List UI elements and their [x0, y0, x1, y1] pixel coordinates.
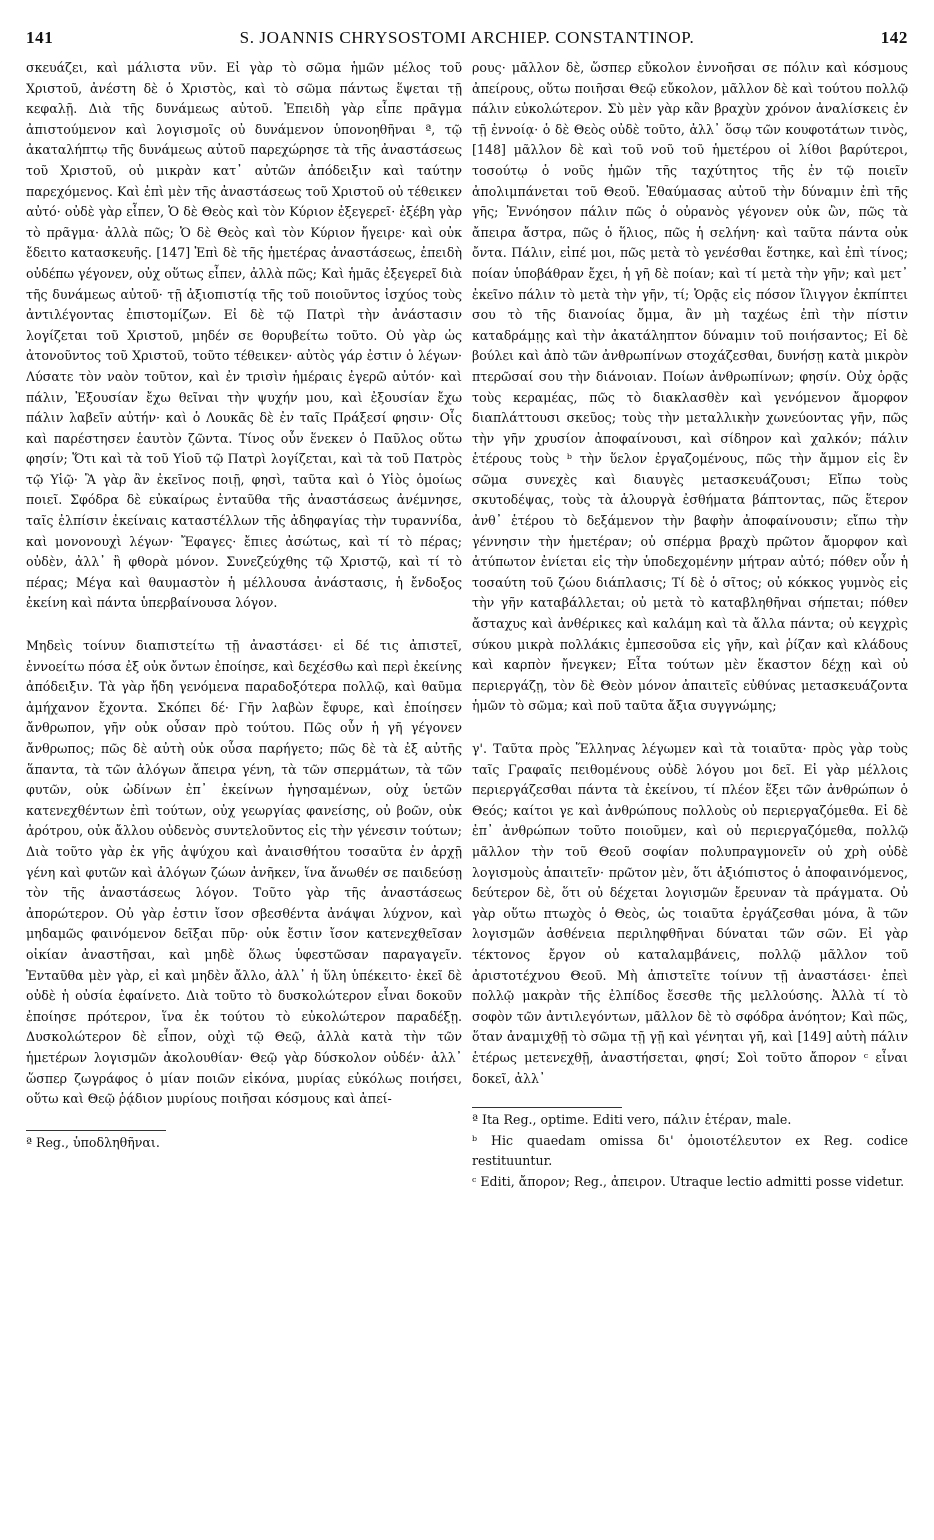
footnote: ª Reg., ὑποδληθῆναι.	[26, 1134, 160, 1150]
footnote: ª Ita Reg., optime. Editi vero, πάλιν ἑτέραν, male.	[472, 1112, 792, 1128]
left-page-number: 141	[26, 28, 54, 47]
text-columns	[26, 58, 908, 1192]
footnote: ᶜ Editi, ἄπορον; Reg., ἀπειρον. Utraque lectio admitti posse videtur.	[472, 1173, 905, 1189]
footnote: ᵇ Hic quaedam omissa δι' ὁμοιοτέλευτον ex Reg. codice restituuntur.	[472, 1132, 908, 1169]
right-page-number: 142	[880, 28, 908, 47]
left-column	[26, 58, 462, 1192]
paragraph: γ'. Ταῦτα πρὸς Ἕλληνας λέγωμεν καὶ τὰ τοιαῦτα· πρὸς γὰρ τοὺς ταῖς Γραφαῖς πειθομένους οὐδὲ λόγου μοι δεῖ. Εἰ γὰρ μέλλοις περιεργάζεσθαι πάντα τὰ ἐκείνου, τί πλέον ἕξει τῶν ἀνθρώπων ὁ Θεός; καίτοι γε καὶ ἀνθρώπους πολλοὺς οὐ περιεργαζόμεθα. Εἰ δὲ ἐπ᾽ ἀνθρώπων τοῦτο ποιοῦμεν, καὶ οὐ περιεργαζόμεθα, πολλῷ μᾶλλον τὴν τοῦ Θεοῦ σοφίαν πολυπραγμονεῖν οὐ χρὴ οὐδὲ λογισμοὺς ἀπαιτεῖν· πρῶτον μὲν, ὅτι ἀξιόπιστος ὁ ἀποφαινόμενος, δεύτερον δὲ, ὅτι οὐ δέχεται λογισμῶν ἔρευναν τὰ πράγματα. Οὐ γὰρ οὕτω πτωχὸς ὁ Θεὸς, ὡς τοιαῦτα ἐργάζεσθαι μόνα, ἃ τῶν λογισμῶν ἀσθένεια περιληφθῆναι δύναται τῶν σῶν. Εἰ γὰρ τέκτονος ἔργον οὐ καταλαμβάνεις, πολλῷ μᾶλλον τοῦ ἀριστοτέχνου Θεοῦ. Μὴ ἀπιστεῖτε τοίνυν τῇ ἀναστάσει· ἐπεὶ πολλῷ μακρὰν τῆς ἐλπίδος ἔσεσθε τῆς μελλούσης. Ἀλλὰ τί τὸ σοφὸν τῶν ἀντιλεγόντων, μᾶλλον δὲ τὸ σφόδρα ἀνόητον; Καὶ πῶς, ὅταν ἀναμιχθῇ τὸ σῶμα τῇ γῇ καὶ γένηται γῆ, καὶ [149] αὐτὴ πάλιν ἑτέρως μετενεχθῇ, ἀναστήσεται, φησί; Σοὶ τοῦτο ἄπορον ᶜ εἶναι δοκεῖ, ἀλλ᾽	[472, 741, 908, 1086]
right-column	[472, 58, 908, 1192]
running-head	[26, 28, 908, 48]
paragraph: Μηδεὶς τοίνυν διαπιστείτω τῇ ἀναστάσει· εἰ δέ τις ἀπιστεῖ, ἐννοείτω πόσα ἐξ οὐκ ὄντων ἐποίησε, καὶ δεχέσθω καὶ περὶ ἐκείνης ἀπόδειξιν. Τὰ γὰρ ἤδη γενόμενα παραδοξότερα πολλῷ, καὶ θαῦμα ἀμήχανον ἔχοντα. Σκόπει δέ· Γῆν λαβὼν ἔφυρε, καὶ ἐποίησεν ἄνθρωπον, γῆν οὐκ οὖσαν πρὸ τούτου. Πῶς οὖν ἡ γῆ γέγονεν ἄνθρωπος; πῶς δὲ αὐτὴ οὐκ οὖσα παρήγετο; πῶς δὲ τὰ ἐξ αὐτῆς ἅπαντα, τὰ τῶν ἀλόγων ἄπειρα γένη, τὰ τῶν σπερμάτων, τὰ τῶν φυτῶν, οὐκ ὠδίνων ἐπ᾽ ἐκείνων ἡγησαμένων, οὐχ ὑετῶν κατενεχθέντων ἐπὶ τούτων, οὐχ γεωργίας φανείσης, οὐ βοῶν, οὐκ ἀρότρου, οὐκ ἄλλου οὐδενὸς συντελοῦντος εἰς τὴν γένεσιν τούτων; Διὰ τοῦτο γὰρ ἐκ γῆς ἀψύχου καὶ ἀναισθήτου τοσαῦτα ἐν ἀρχῇ γένη καὶ φυτῶν καὶ ἀλόγων ζώων ἀνῆκεν, ἵνα ἄνωθέν σε παιδεύσῃ τὸν τῆς ἀναστάσεως λόγον. Τοῦτο γὰρ τῆς ἀναστάσεως ἀπορώτερον. Οὐ γὰρ ἐστιν ἴσον σβεσθέντα ἀνάψαι λύχνον, καὶ μηδαμῶς φαινόμενον δεῖξαι πῦρ· οὐκ ἔστιν ἴσον κατενεχθεῖσαν οἰκίαν ἀναστῆσαι, καὶ μηδὲ ὅλως ὑφεστῶσαν παραγαγεῖν. Ἐνταῦθα μὲν γὰρ, εἰ καὶ μηδὲν ἄλλο, ἀλλ᾽ ἡ ὕλη ὑπέκειτο· ἐκεῖ δὲ οὐδὲ ἡ οὐσία ἐφαίνετο. Διὰ τοῦτο τὸ δυσκολώτερον εἶναι δοκοῦν ἐποίησε πρότερον, ἵνα ἐκ τούτου τὸ εὐκολώτερον παραδέξῃ. Δυσκολώτερον δὲ εἶπον, οὐχὶ τῷ Θεῷ, ἀλλὰ κατὰ τὴν τῶν ἡμετέρων λογισμῶν ἀκολουθίαν· Θεῷ γὰρ δύσκολον οὐδέν· ἀλλ᾽ ὥσπερ ζωγράφος ὁ μίαν ποιῶν εἰκόνα, μυρίας εὐκόλως ποιήσει, οὕτω καὶ Θεῷ ῥᾴδιον μυρίους ποιῆσαι κόσμους καὶ ἀπεί-	[26, 638, 462, 1107]
paragraph: ρους· μᾶλλον δὲ, ὥσπερ εὔκολον ἐννοῆσαι σε πόλιν καὶ κόσμους ἀπείρους, οὕτω ποιῆσαι Θεῷ εὔκολον, μᾶλλον δὲ καὶ τούτου πολλῷ πάλιν εὐκολώτερον. Σὺ μὲν γὰρ κἂν βραχὺν χρόνον ἀναλίσκεις ἐν τῇ ἐννοίᾳ· ὁ δὲ Θεὸς οὐδὲ τοῦτο, ἀλλ᾽ ὅσῳ τῶν κουφοτάτων τινὸς, [148] μᾶλλον δὲ καὶ τοῦ νοῦ τοῦ ἡμετέρου οἱ λίθοι βαρύτεροι, τοσούτῳ ὁ νοῦς ἡμῶν τῆς ταχύτητος τῆς ἐν τῷ ποιεῖν ἀπολιμπάνεται τοῦ Θεοῦ. Ἐθαύμασας αὐτοῦ τὴν δύναμιν ἐπὶ τῆς γῆς; Ἐννόησον πάλιν πῶς ὁ οὐρανὸς γέγονεν οὐκ ὢν, πῶς τὰ ἄπειρα ἄστρα, πῶς ὁ ἥλιος, πῶς ἡ σελήνη· καὶ ταῦτα πάντα οὐκ ὄντα. Πάλιν, εἰπέ μοι, πῶς μετὰ τὸ γενέσθαι ἕστηκε, καὶ ἐπὶ τίνος; ποίαν ὑποβάθραν ἔχει, ἡ γῆ δὲ ποίαν; καὶ τί μετὰ τὴν γῆν; καὶ μετ᾽ ἐκεῖνο πάλιν τὸ μετὰ τὴν γῆν, τί; Ὁρᾷς εἰς πόσον ἴλιγγον ἐκπίπτει σου τὸ τῆς διανοίας ὄμμα, ἂν μὴ ταχέως ἐπὶ τὴν πίστιν καταδράμῃς καὶ τὴν ἀκατάληπτον δύναμιν τοῦ ποιήσαντος; Εἰ δὲ βούλει καὶ ἀπὸ τῶν ἀνθρωπίνων στοχάζεσθαι, δυνήσῃ κατὰ μικρὸν πτερῶσαί σου τὴν διάνοιαν. Ποίων ἀνθρωπίνων; φησίν. Οὐχ ὁρᾷς τοὺς κεραμέας, πῶς τὸ διακλασθὲν καὶ γενόμενον ἄμορφον διαπλάττουσι σκεῦος; τοὺς τὴν μεταλλικὴν χωνεύοντας γῆν, πῶς τὴν γῆν χρυσίον ἀποφαίνουσι, καὶ σίδηρον καὶ χαλκόν; πάλιν ἑτέρους τοὺς ᵇ τὴν ὕελον ἐργαζομένους, πῶς τὴν ἄμμον εἰς ἓν σῶμα συνεχὲς καὶ διαυγὲς μετασκευάζουσι; Εἴπω τοὺς σκυτοδέψας, τοὺς τὰ ἁλουργὰ ἐσθήματα βάπτοντας, πῶς ἕτερον ἀνθ᾽ ἑτέρου τὸ δεξάμενον τὴν βαφὴν ἀποφαίνουσιν; εἴπω τὴν γέννησιν τὴν ἡμετέραν; οὐ σπέρμα βραχὺ πρῶτον ἄμορφον καὶ ἀτύπωτον ἐνίεται εἰς τὴν ὑποδεχομένην μήτραν αὐτό; πόθεν οὖν ἡ τοσαύτη τοῦ ζώου διάπλασις; Τί δὲ ὁ σῖτος; οὐ κόκκος γυμνὸς εἰς τὴν γῆν καταβάλλεται; οὐ μετὰ τὸ καταβληθῆναι σήπεται; πόθεν ἄσταχυς καὶ ἀνθέρικες καὶ καλάμη καὶ τὰ ἄλλα πάντα; οὐ κεγχρὶς σύκου μικρὰ πολλάκις ἐμπεσοῦσα εἰς γῆν, καὶ ῥίζαν καὶ κλάδους καὶ καρπὸν ἤνεγκεν; Εἶτα τούτων μὲν ἕκαστον δέχῃ καὶ οὐ περιεργάζῃ, τὸν δὲ Θεὸν μόνον ἀπαιτεῖς εὐθύνας μετασκευάζοντα ἡμῶν τὸ σῶμα; καὶ ποῦ ταῦτα ἄξια συγγνώμης;	[472, 60, 908, 714]
running-title: S. JOANNIS CHRYSOSTOMI ARCHIEP. CONSTANTINOP.	[239, 28, 695, 47]
paragraph: σκευάζει, καὶ μάλιστα νῦν. Εἰ γὰρ τὸ σῶμα ἡμῶν μέλος τοῦ Χριστοῦ, ἀνέστη δὲ ὁ Χριστὸς, καὶ τὸ σῶμα πάντως ἕψεται τῇ κεφαλῇ. Διὰ τῆς δυνάμεως αὐτοῦ. Ἐπειδὴ γὰρ εἶπε πρᾶγμα ἀπιστούμενον καὶ λογισμοῖς οὐ δυνάμενον ὑπονοηθῆναι ª, τῷ ἀκαταλήπτῳ τῆς δυνάμεως αὐτοῦ παρεχώρησε τὰ τῆς ἀναστάσεως τοῦ Χριστοῦ, οὐ μικρὰν κατ᾽ αὐτῶν ἀπόδειξιν καὶ ταύτην παρεχόμενος. Καὶ ἐπὶ μὲν τῆς ἀναστάσεως τοῦ Χριστοῦ οὐ τέθεικεν αὐτό· οὐδὲ γὰρ εἶπεν, Ὁ δὲ Θεὸς καὶ τὸν Κύριον ἐξεγερεῖ· ἐξέβη γὰρ τὸ πρᾶγμα· ἀλλὰ πῶς; Ὁ δὲ Θεὸς καὶ τὸν Κύριον ἤγειρε· καὶ οὐκ ἔδειτο κατασκευῆς. [147] Ἐπὶ δὲ τῆς ἡμετέρας ἀναστάσεως, ἐπειδὴ οὐδέπω γέγονεν, οὐχ οὕτως εἶπεν, ἀλλὰ πῶς; Καὶ ἡμᾶς ἐξεγερεῖ διὰ τῆς δυνάμεως αὐτοῦ· τῇ ἀξιοπιστίᾳ τῆς τοῦ ποιοῦντος ἰσχύος τοὺς ἀντιλέγοντας ἐπιστομίζων. Εἰ δὲ τῷ Πατρὶ τὴν ἀνάστασιν λογίζεται τοῦ Χριστοῦ, μηδέν σε θορυβείτω τοῦτο. Οὐ γὰρ ὡς ἀτονοῦντος τοῦ Χριστοῦ, τοῦτο τέθεικεν· αὐτὸς γάρ ἐστιν ὁ λέγων· Λύσατε τὸν ναὸν τοῦτον, καὶ ἐν τρισὶν ἡμέραις ἐγερῶ αὐτόν· καὶ πάλιν, Ἐξουσίαν ἔχω θεῖναι τὴν ψυχήν μου, καὶ ἐξουσίαν ἔχω πάλιν λαβεῖν αὐτήν· καὶ ὁ Λουκᾶς δὲ ἐν ταῖς Πράξεσί φησιν· Οἷς καὶ παρέστησεν ἑαυτὸν ζῶντα. Τίνος οὖν ἕνεκεν ὁ Παῦλος οὕτω φησίν; Ὅτι καὶ τὰ τοῦ Υἱοῦ τῷ Πατρὶ λογίζεται, καὶ τὰ τοῦ Πατρὸς τῷ Υἱῷ· Ἃ γὰρ ἂν ἐκεῖνος ποιῇ, φησὶ, ταῦτα καὶ ὁ Υἱὸς ὁμοίως ποιεῖ. Σφόδρα δὲ εὐκαίρως ἐνταῦθα τῆς ἀναστάσεως ἀνέμνησε, ταῖς ἐλπίσιν ἐκείναις καταστέλλων τῆς ἀδηφαγίας τὴν τυραννίδα, καὶ μονονουχὶ λέγων· Ἔφαγες· ἔπιες ἀσώτως, καὶ τί τὸ πέρας; οὐδὲν, ἀλλ᾽ ἢ φθορὰ μόνον. Συνεζεύχθης τῷ Χριστῷ, καὶ τί τὸ πέρας; Μέγα καὶ θαυμαστὸν ἡ μέλλουσα ἀνάστασις, ἡ ἔνδοξος ἐκείνη καὶ πάντα ὑπερβαίνουσα λόγον.	[26, 60, 462, 611]
